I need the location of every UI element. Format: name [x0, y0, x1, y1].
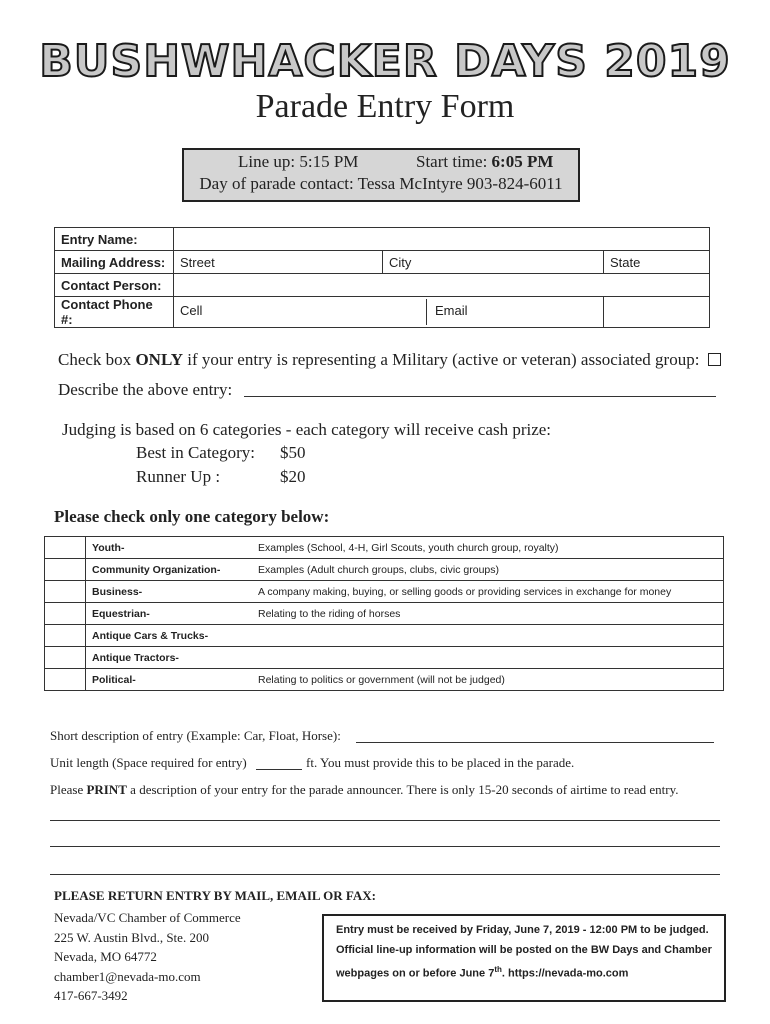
announcer-description-line-1[interactable]	[50, 820, 720, 821]
street-address: 225 W. Austin Blvd., Ste. 200	[54, 929, 209, 945]
category-checkbox[interactable]	[45, 559, 86, 581]
contact-phone-label: Contact Phone #:	[55, 297, 174, 328]
category-checkbox[interactable]	[45, 603, 86, 625]
unit-length-note: ft. You must provide this to be placed in the parade.	[306, 755, 575, 770]
category-row	[45, 581, 724, 603]
lineup-info-box	[182, 148, 580, 202]
category-heading: Please check only one category below:	[54, 507, 330, 526]
contact-person-label: Contact Person:	[55, 274, 174, 297]
email-field[interactable]	[427, 299, 476, 325]
chamber-email: chamber1@nevada-mo.com	[54, 968, 201, 984]
phone-email-row	[174, 297, 604, 328]
category-table	[44, 536, 724, 691]
announcer-description-line-3[interactable]	[50, 874, 720, 875]
city-field[interactable]	[383, 251, 604, 274]
category-row	[45, 647, 724, 669]
chamber-name: Nevada/VC Chamber of Commerce	[54, 910, 241, 925]
category-name: Youth-	[86, 537, 253, 559]
category-name: Political-	[86, 669, 253, 691]
category-checkbox[interactable]	[45, 581, 86, 603]
category-name: Business-	[86, 581, 253, 603]
mailing-address-label: Mailing Address:	[55, 251, 174, 274]
street-label: Street	[180, 254, 215, 270]
describe-entry-field[interactable]	[244, 396, 716, 397]
website-line: webpages on or before June 7th. https://nevada-mo.com	[336, 965, 629, 980]
category-example: Relating to politics or government (will not be judged)	[252, 669, 724, 691]
event-banner: BUSHWHACKER DAYS 2019	[39, 36, 731, 87]
email-label: Email	[435, 303, 468, 318]
category-example: Examples (Adult church groups, clubs, civic groups)	[252, 559, 724, 581]
cell-field[interactable]	[174, 299, 427, 325]
start-time: Start time: 6:05 PM	[416, 152, 554, 171]
entry-name-field[interactable]	[174, 228, 710, 251]
category-row	[45, 537, 724, 559]
judging-intro: Judging is based on 6 categories - each category will receive cash prize:	[62, 420, 552, 439]
runner-up-prize: $20	[280, 467, 306, 486]
day-of-contact: Day of parade contact: Tessa McIntyre 903-824-6011	[199, 174, 563, 193]
city-state-zip: Nevada, MO 64772	[54, 949, 157, 964]
lineup-info-line: Official line-up information will be posted on the BW Days and Chamber	[336, 944, 712, 956]
category-checkbox[interactable]	[45, 647, 86, 669]
deadline-note-box	[322, 914, 726, 1002]
return-address	[54, 908, 241, 1006]
category-checkbox[interactable]	[45, 669, 86, 691]
military-checkbox[interactable]	[708, 353, 721, 366]
cell-label: Cell	[180, 303, 203, 318]
category-row	[45, 559, 724, 581]
state-label: State	[610, 254, 641, 270]
describe-entry-label: Describe the above entry:	[58, 380, 233, 399]
announcer-description-line-2[interactable]	[50, 846, 720, 847]
category-row	[45, 625, 724, 647]
contact-person-field[interactable]	[174, 274, 710, 297]
military-checkbox-text: Check box ONLY if your entry is representing a Military (active or veteran) associated group:	[58, 350, 721, 370]
lineup-time: Line up: 5:15 PM	[238, 152, 359, 171]
unit-length-field[interactable]	[256, 769, 302, 770]
email-field-end[interactable]	[604, 297, 710, 328]
best-in-category-prize: $50	[280, 443, 306, 462]
category-example	[252, 647, 724, 669]
short-description-field[interactable]	[356, 742, 714, 743]
category-row	[45, 669, 724, 691]
category-example: A company making, buying, or selling goods or providing services in exchange for money	[252, 581, 724, 603]
unit-length-label: Unit length (Space required for entry)	[50, 755, 247, 770]
category-name: Antique Cars & Trucks-	[86, 625, 253, 647]
category-name: Community Organization-	[86, 559, 253, 581]
category-checkbox[interactable]	[45, 537, 86, 559]
print-instruction: Please PRINT a description of your entry for the parade announcer. There is only 15-20 seconds of airtime to read entry.	[50, 782, 679, 797]
category-example: Relating to the riding of horses	[252, 603, 724, 625]
category-checkbox[interactable]	[45, 625, 86, 647]
state-field[interactable]	[604, 251, 710, 274]
return-heading: PLEASE RETURN ENTRY BY MAIL, EMAIL OR FAX:	[54, 888, 376, 903]
category-example	[252, 625, 724, 647]
category-row	[45, 603, 724, 625]
runner-up-label: Runner Up :	[136, 467, 221, 486]
category-name: Equestrian-	[86, 603, 253, 625]
street-field[interactable]	[174, 251, 383, 274]
form-title: Parade Entry Form	[255, 88, 515, 125]
entry-name-label: Entry Name:	[55, 228, 174, 251]
city-label: City	[389, 254, 412, 270]
entry-details-table	[54, 227, 710, 328]
short-description-label: Short description of entry (Example: Car, Float, Horse):	[50, 728, 341, 743]
chamber-phone: 417-667-3492	[54, 988, 128, 1003]
category-example: Examples (School, 4-H, Girl Scouts, youth church group, royalty)	[252, 537, 724, 559]
deadline-line: Entry must be received by Friday, June 7, 2019 - 12:00 PM to be judged.	[336, 924, 709, 936]
best-in-category-label: Best in Category:	[136, 443, 255, 462]
category-name: Antique Tractors-	[86, 647, 253, 669]
